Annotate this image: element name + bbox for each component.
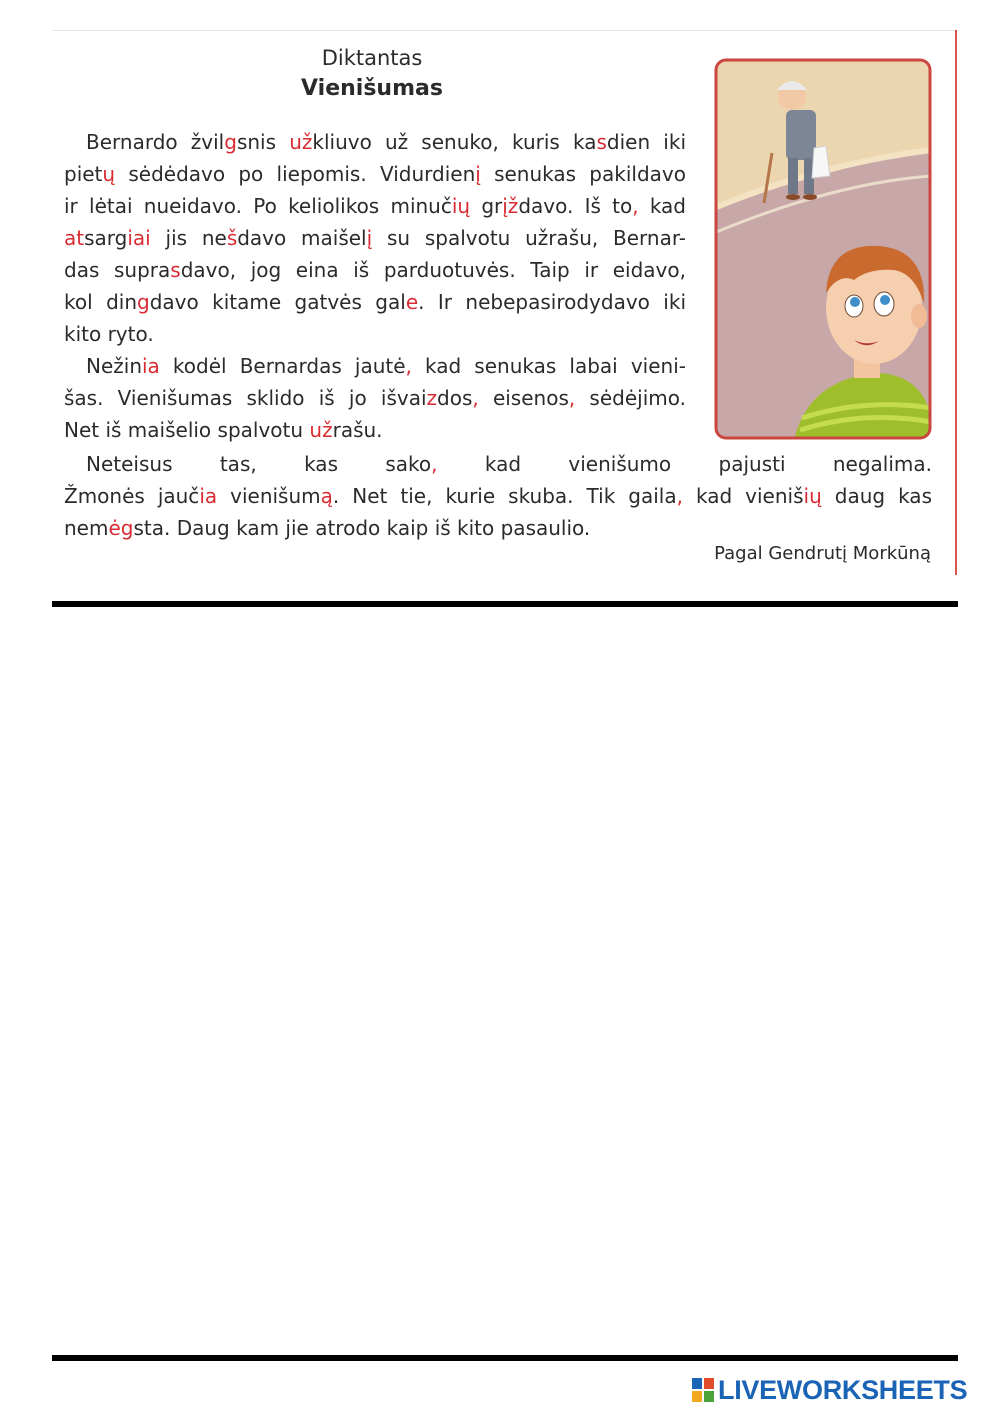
text-segment: nem	[64, 516, 109, 540]
text-line	[64, 480, 932, 512]
text-line	[64, 512, 932, 544]
highlighted-letters: š	[226, 226, 238, 250]
highlighted-letters: s	[170, 258, 181, 282]
highlighted-letters: ,	[472, 386, 479, 410]
text-segment: dien iki	[606, 130, 687, 154]
text-segment: vienišum	[217, 484, 321, 508]
highlighted-letters: ių	[451, 194, 471, 218]
highlighted-letters: ė	[108, 516, 121, 540]
highlighted-letters: ų	[102, 162, 116, 186]
highlighted-letters: už	[289, 130, 313, 154]
heading-pre: Diktantas	[321, 46, 423, 70]
text-segment: kliuvo už senuko, kuris ka	[312, 130, 597, 154]
text-segment: kol din	[64, 290, 137, 314]
text-line	[64, 158, 686, 190]
highlighted-letters: ,	[405, 354, 412, 378]
text-segment: gr	[470, 194, 503, 218]
highlighted-letters: ą	[320, 484, 333, 508]
highlighted-letters: ,	[676, 484, 683, 508]
text-line	[64, 254, 686, 286]
text-segment: . Ir nebepasirodydavo iki	[418, 290, 687, 314]
bottom-answer-rule	[52, 1355, 958, 1361]
highlighted-letters: iai	[127, 226, 151, 250]
text-segment: davo kitame gatvės gal	[149, 290, 406, 314]
liveworksheets-logo-icon	[692, 1378, 714, 1402]
highlighted-letters: g	[224, 130, 237, 154]
text-segment: . Net tie, kurie skuba. Tik gaila	[332, 484, 677, 508]
author-credit: Pagal Gendrutį Morkūną	[714, 543, 931, 564]
text-card	[52, 30, 957, 575]
text-segment: davo. Iš to	[518, 194, 633, 218]
paragraph-2	[64, 350, 686, 446]
text-segment: Net iš maišelio spalvotu	[64, 418, 310, 442]
text-segment: sta. Daug kam jie atrodo kaip iš kito pasaulio.	[133, 516, 591, 540]
text-segment: Bernardo žvil	[86, 130, 225, 154]
text-segment: ir lėtai nueidavo. Po keliolikos minuč	[64, 194, 452, 218]
text-segment: kad	[638, 194, 686, 218]
highlighted-letters: s	[596, 130, 607, 154]
card-right-border	[955, 30, 957, 575]
text-line	[64, 286, 686, 318]
text-segment: senukas pakildavo	[480, 162, 686, 186]
highlighted-letters: g	[137, 290, 150, 314]
highlighted-letters: ia	[199, 484, 218, 508]
highlighted-letters: už	[309, 418, 333, 442]
text-segment: kad vieniš	[682, 484, 804, 508]
text-line	[64, 414, 686, 446]
highlighted-letters: ia	[142, 354, 160, 378]
heading-title: Vienišumas	[301, 76, 443, 101]
text-segment: dos	[437, 386, 473, 410]
text-line	[64, 382, 686, 414]
text-segment: sėdėdavo po liepomis. Vidurdien	[115, 162, 476, 186]
text-line	[64, 126, 686, 158]
liveworksheets-logo[interactable]	[692, 1374, 967, 1406]
text-segment: sarg	[84, 226, 128, 250]
text-segment: kad vienišumo pajusti negalima.	[437, 452, 933, 476]
card-top-border	[52, 30, 957, 31]
paragraph-1	[64, 126, 686, 350]
liveworksheets-logo-text: LIVEWORKSHEETS	[718, 1374, 968, 1405]
text-segment: snis	[236, 130, 290, 154]
top-answer-rule	[52, 601, 958, 607]
highlighted-letters: at	[64, 226, 85, 250]
story-illustration	[714, 58, 932, 440]
text-segment: eisenos	[478, 386, 569, 410]
text-line	[64, 448, 932, 480]
text-segment: Žmonės jauč	[64, 484, 200, 508]
text-segment: rašu.	[332, 418, 383, 442]
highlighted-letters: ,	[632, 194, 639, 218]
text-segment: davo, jog eina iš parduotuvės. Taip ir eidavo,	[180, 258, 686, 282]
text-segment: Neteisus tas, kas sako	[86, 452, 432, 476]
paragraph-3	[64, 448, 932, 544]
text-segment: das supra	[64, 258, 171, 282]
highlighted-letters: ,	[568, 386, 576, 410]
highlighted-letters: z	[426, 386, 438, 410]
text-segment: kito ryto.	[64, 322, 154, 346]
text-line	[64, 318, 686, 350]
text-segment: jis ne	[150, 226, 227, 250]
highlighted-letters: į	[366, 226, 373, 250]
text-segment: piet	[64, 162, 103, 186]
highlighted-letters: g	[120, 516, 134, 540]
highlighted-letters: į	[475, 162, 481, 186]
text-segment: kodėl Bernardas jautė	[159, 354, 406, 378]
text-segment: šas. Vienišumas sklido iš jo išvai	[64, 386, 427, 410]
text-line	[64, 222, 686, 254]
text-segment: kad senukas labai vieni-	[411, 354, 686, 378]
text-segment: Nežin	[86, 354, 142, 378]
text-line	[64, 190, 686, 222]
text-segment: davo maišel	[237, 226, 367, 250]
text-segment: sėdėjimo.	[575, 386, 686, 410]
text-line	[64, 350, 686, 382]
text-segment: daug kas	[821, 484, 932, 508]
highlighted-letters: e	[405, 290, 419, 314]
highlighted-letters: įž	[502, 194, 519, 218]
text-segment: su spalvotu užrašu, Bernar-	[372, 226, 687, 250]
highlighted-letters: ių	[803, 484, 822, 508]
highlighted-letters: ,	[431, 452, 438, 476]
